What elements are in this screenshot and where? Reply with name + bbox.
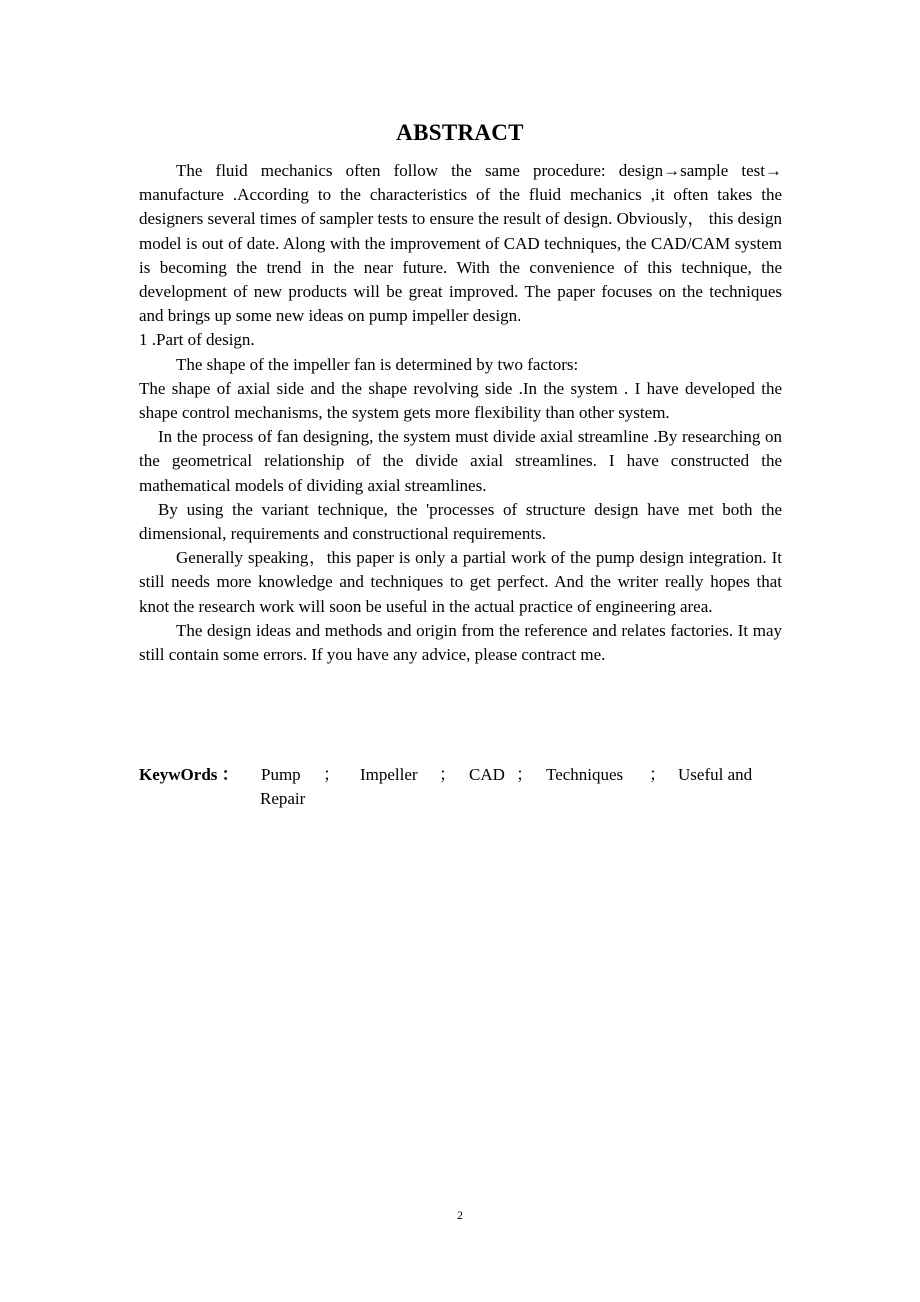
keyword-impeller: Impeller (360, 765, 418, 784)
page-number: 2 (457, 1208, 463, 1222)
paragraph-intro: The fluid mechanics often follow the same procedure: design→sample test→ manufacture .According to the characteristics of the fluid mechanics ,it often takes the designers several times of sampler tests to ensure the result of design. Obviously， this design model is out of date. Along with the improvement of CAD techniques, the CAD/CAM system is becoming the trend in the near future. With the convenience of this technique, the development of new products will be great improved. The paper focuses on the techniques and brings up some new ideas on pump impeller design. (139, 161, 782, 326)
abstract-title: ABSTRACT (396, 120, 524, 145)
paragraph-axial-streamline: In the process of fan designing, the system must divide axial streamline .By researching on the geometrical relationship of the divide axial streamlines. I have constructed the mathematical models of dividing axial streamlines. (139, 427, 782, 495)
keyword-cad: CAD (469, 765, 505, 784)
paragraph-design-ideas: The design ideas and methods and origin from the reference and relates factories. It may still contain some errors. If you have any advice, please contract me. (139, 620, 782, 665)
paragraph-shape-factors: The shape of the impeller fan is determined by two factors: (176, 354, 579, 374)
keywords-label: KeywOrds ： (139, 765, 239, 784)
paragraph-shape-control: The shape of axial side and the shape revolving side .In the system . I have developed the shape control mechanisms, the system gets more flexibility than other system. (139, 378, 782, 423)
abstract-body (139, 159, 782, 667)
keyword-repair: Repair (260, 789, 306, 808)
keyword-pump: Pump (261, 765, 301, 784)
keyword-techniques: Techniques (546, 765, 624, 784)
keyword-useful-and: Useful and (678, 765, 753, 784)
paragraph-variant-technique: By using the variant technique, the 'processes of structure design have met both the dimensional, requirements and constructional requirements. (139, 499, 782, 544)
paragraph-part-of-design: 1 .Part of design. (139, 330, 255, 350)
keyword-separator: ； (516, 765, 533, 784)
paragraph-generally-speaking: Generally speaking，this paper is only a partial work of the pump design integration. It still needs more knowledge and techniques to get perfect. And the writer really hopes that knot the research work will soon be useful in the actual practice of engineering area. (139, 548, 782, 616)
keyword-separator: ； (439, 765, 456, 784)
keyword-separator: ； (649, 765, 666, 784)
keyword-separator: ； (323, 765, 340, 784)
